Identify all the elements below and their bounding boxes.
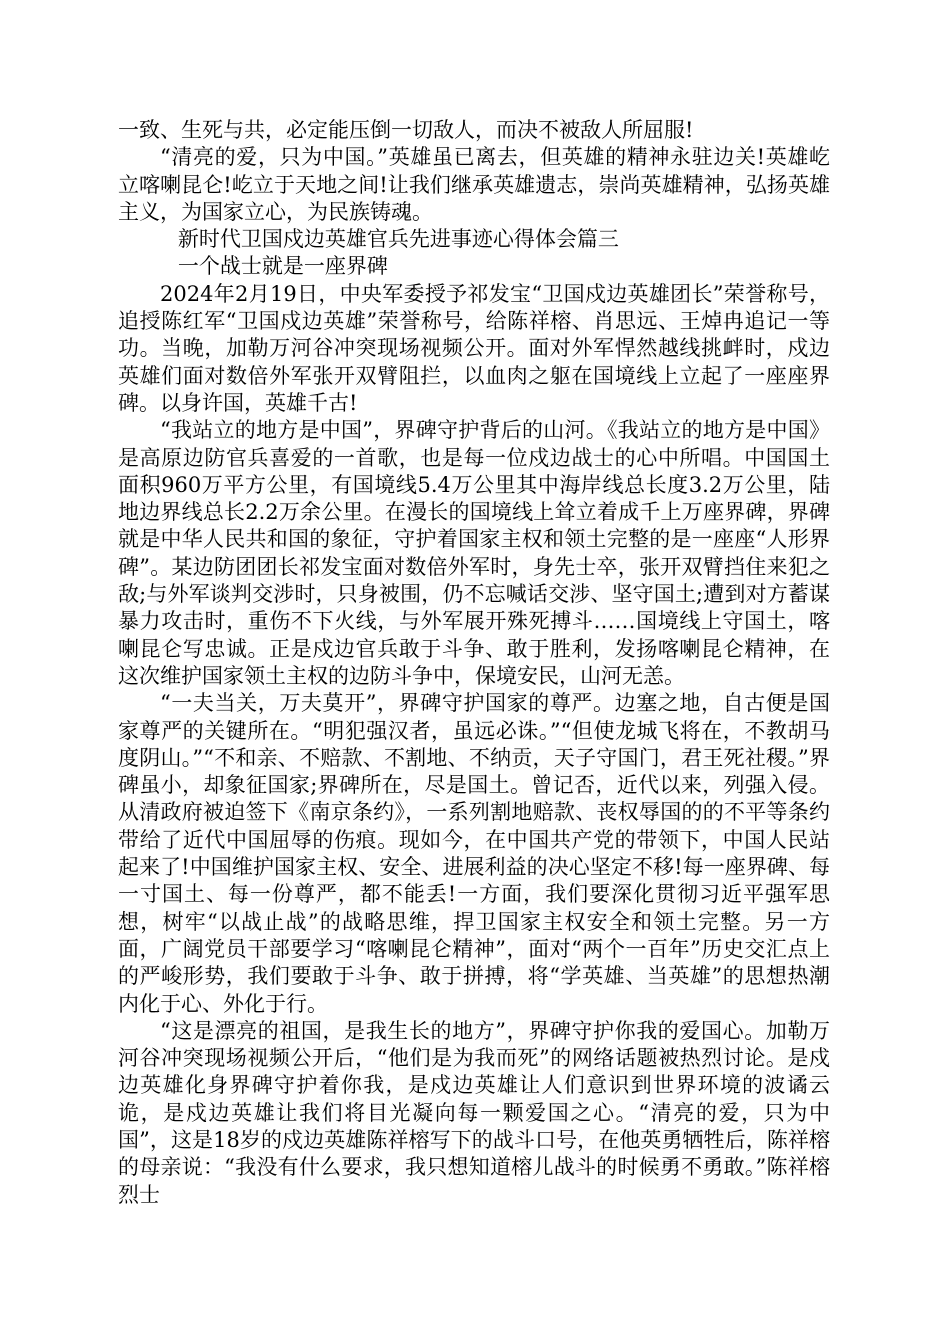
paragraph-patriotism: “这是漂亮的祖国，是我生长的地方”，界碑守护你我的爱国心。加勒万河谷冲突现场视频公开后，“他们是为我而死”的网络话题被热烈讨论。是戍边英雄化身界碑守护着你我，是戍边英雄让人们意识到世界环境的波谲云诡，是戍边英雄让我们将目光凝向每一颗爱国之心。“清亮的爱，只为中国”，这是18岁的戍边英雄陈祥榕写下的战斗口号，在他英勇牺牲后，陈祥榕的母亲说：“我没有什么要求，我只想知道榕儿战斗的时候勇不勇敢。”陈祥榕烈士 [118, 1018, 830, 1207]
paragraph-closing: “清亮的爱，只为中国。”英雄虽已离去，但英雄的精神永驻边关!英雄屹立喀喇昆仑!屹立于天地之间!让我们继承英雄遗志，崇尚英雄精神，弘扬英雄主义，为国家立心，为民族铸魂。 [118, 145, 830, 224]
document-body [118, 117, 830, 1209]
paragraph-intro: 2024年2月19日，中央军委授予祁发宝“卫国戍边英雄团长”荣誉称号，追授陈红军“卫国戍边英雄”荣誉称号，给陈祥榕、肖思远、王焯冉追记一等功。当晚，加勒万河谷冲突现场视频公开。面对外军悍然越线挑衅时，戍边英雄们面对数倍外军张开双臂阻拦，以血肉之躯在国境线上立起了一座座界碑。以身许国，英雄千古! [118, 281, 830, 415]
section-subtitle: 一个战士就是一座界碑 [177, 254, 388, 279]
paragraph-continued: 一致、生死与共，必定能压倒一切敌人，而决不被敌人所屈服! [118, 118, 694, 142]
section-title: 新时代卫国戍边英雄官兵先进事迹心得体会篇三 [177, 227, 619, 252]
paragraph-dignity: “一夫当关，万夫莫开”，界碑守护国家的尊严。边塞之地，自古便是国家尊严的关键所在。“明犯强汉者，虽远必诛。”“但使龙城飞将在，不教胡马度阴山。”“不和亲、不赔款、不割地、不纳贡，天子守国门，君王死社稷。”界碑虽小，却象征国家;界碑所在，尽是国土。曾记否，近代以来，列强入侵。从清政府被迫签下《南京条约》，一系列割地赔款、丧权辱国的的不平等条约带给了近代中国屈辱的伤痕。现如今，在中国共产党的带领下，中国人民站起来了!中国维护国家主权、安全、进展利益的决心坚定不移!每一座界碑、每一寸国土、每一份尊严，都不能丢!一方面，我们要深化贯彻习近平强军思想，树牢“以战止战”的战略思维，捍卫国家主权安全和领土完整。另一方面，广阔党员干部要学习“喀喇昆仑精神”，面对“两个一百年”历史交汇点上的严峻形势，我们要敢于斗争、敢于拼搏，将“学英雄、当英雄”的思想热潮内化于心、外化于行。 [118, 691, 830, 1016]
paragraph-mountains: “我站立的地方是中国”，界碑守护背后的山河。《我站立的地方是中国》是高原边防官兵喜爱的一首歌，也是每一位戍边战士的心中所唱。中国国土面积960万平方公里，有国境线5.4万公里其中海岸线总长度3.2万公里，陆地边界线总长2.2万余公里。在漫长的国境线上耸立着成千上万座界碑，界碑就是中华人民共和国的象征，守护着国家主权和领土完整的是一座座“人形界碑”。某边防团团长祁发宝面对数倍外军时，身先士卒，张开双臂挡住来犯之敌;与外军谈判交涉时，只身被围，仍不忘喊话交涉、坚守国土;遭到对方蓄谋暴力攻击时，重伤不下火线，与外军展开殊死搏斗……国境线上守国土，喀喇昆仑写忠诚。正是戍边官兵敢于斗争、敢于胜利，发扬喀喇昆仑精神，在这次维护国家领土主权的边防斗争中，保境安民，山河无恙。 [118, 418, 830, 688]
